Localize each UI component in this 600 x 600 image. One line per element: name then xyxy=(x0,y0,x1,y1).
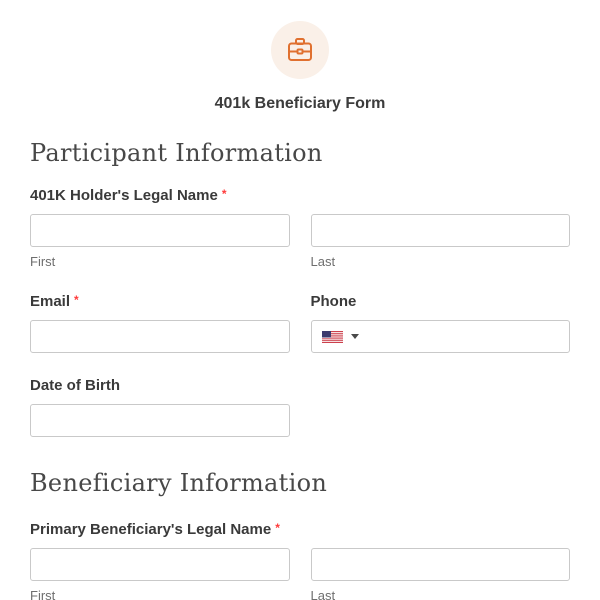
form-title: 401k Beneficiary Form xyxy=(214,95,386,112)
holder-last-name-input[interactable] xyxy=(311,214,571,247)
caret-down-icon xyxy=(351,334,359,339)
beneficiary-last-name-input[interactable] xyxy=(311,548,571,581)
field-label-holder-name xyxy=(30,187,570,204)
field-email xyxy=(30,293,290,353)
field-label-primary-name xyxy=(30,521,570,538)
sublabel-first: First xyxy=(30,588,56,600)
briefcase-icon xyxy=(284,34,316,66)
field-holder-legal-name xyxy=(30,187,570,269)
email-input[interactable] xyxy=(30,320,290,353)
dob-input[interactable] xyxy=(30,404,290,437)
holder-first-name-input[interactable] xyxy=(30,214,290,247)
sub-field-first xyxy=(30,548,290,600)
field-label-phone xyxy=(311,293,571,310)
phone-input-box xyxy=(311,320,571,353)
label-text: Phone xyxy=(310,293,357,310)
phone-input[interactable] xyxy=(367,320,560,353)
section-heading-participant: Participant Information xyxy=(30,139,323,167)
sublabel-last: Last xyxy=(310,254,336,269)
sub-field-last xyxy=(311,214,571,269)
field-date-of-birth xyxy=(30,377,570,437)
required-asterisk: * xyxy=(275,521,280,535)
label-text: Primary Beneficiary's Legal Name xyxy=(30,521,272,538)
sub-field-first xyxy=(30,214,290,269)
required-asterisk: * xyxy=(74,293,79,307)
label-text: Email xyxy=(30,293,71,310)
beneficiary-first-name-input[interactable] xyxy=(30,548,290,581)
country-selector[interactable] xyxy=(322,331,359,343)
field-label-dob xyxy=(30,377,570,394)
us-flag-icon xyxy=(322,331,343,343)
empty-cell xyxy=(311,404,571,437)
form-logo xyxy=(271,21,329,79)
sublabel-last: Last xyxy=(310,588,336,600)
label-text: 401K Holder's Legal Name xyxy=(30,187,218,204)
field-label-email xyxy=(30,293,290,310)
sub-field-last xyxy=(311,548,571,600)
section-heading-beneficiary: Beneficiary Information xyxy=(30,469,328,497)
sublabel-first: First xyxy=(30,254,56,269)
row-email-phone xyxy=(30,293,570,353)
field-primary-beneficiary-name xyxy=(30,521,570,600)
required-asterisk: * xyxy=(221,187,227,201)
label-text: Date of Birth xyxy=(30,377,120,394)
field-phone xyxy=(311,293,571,353)
